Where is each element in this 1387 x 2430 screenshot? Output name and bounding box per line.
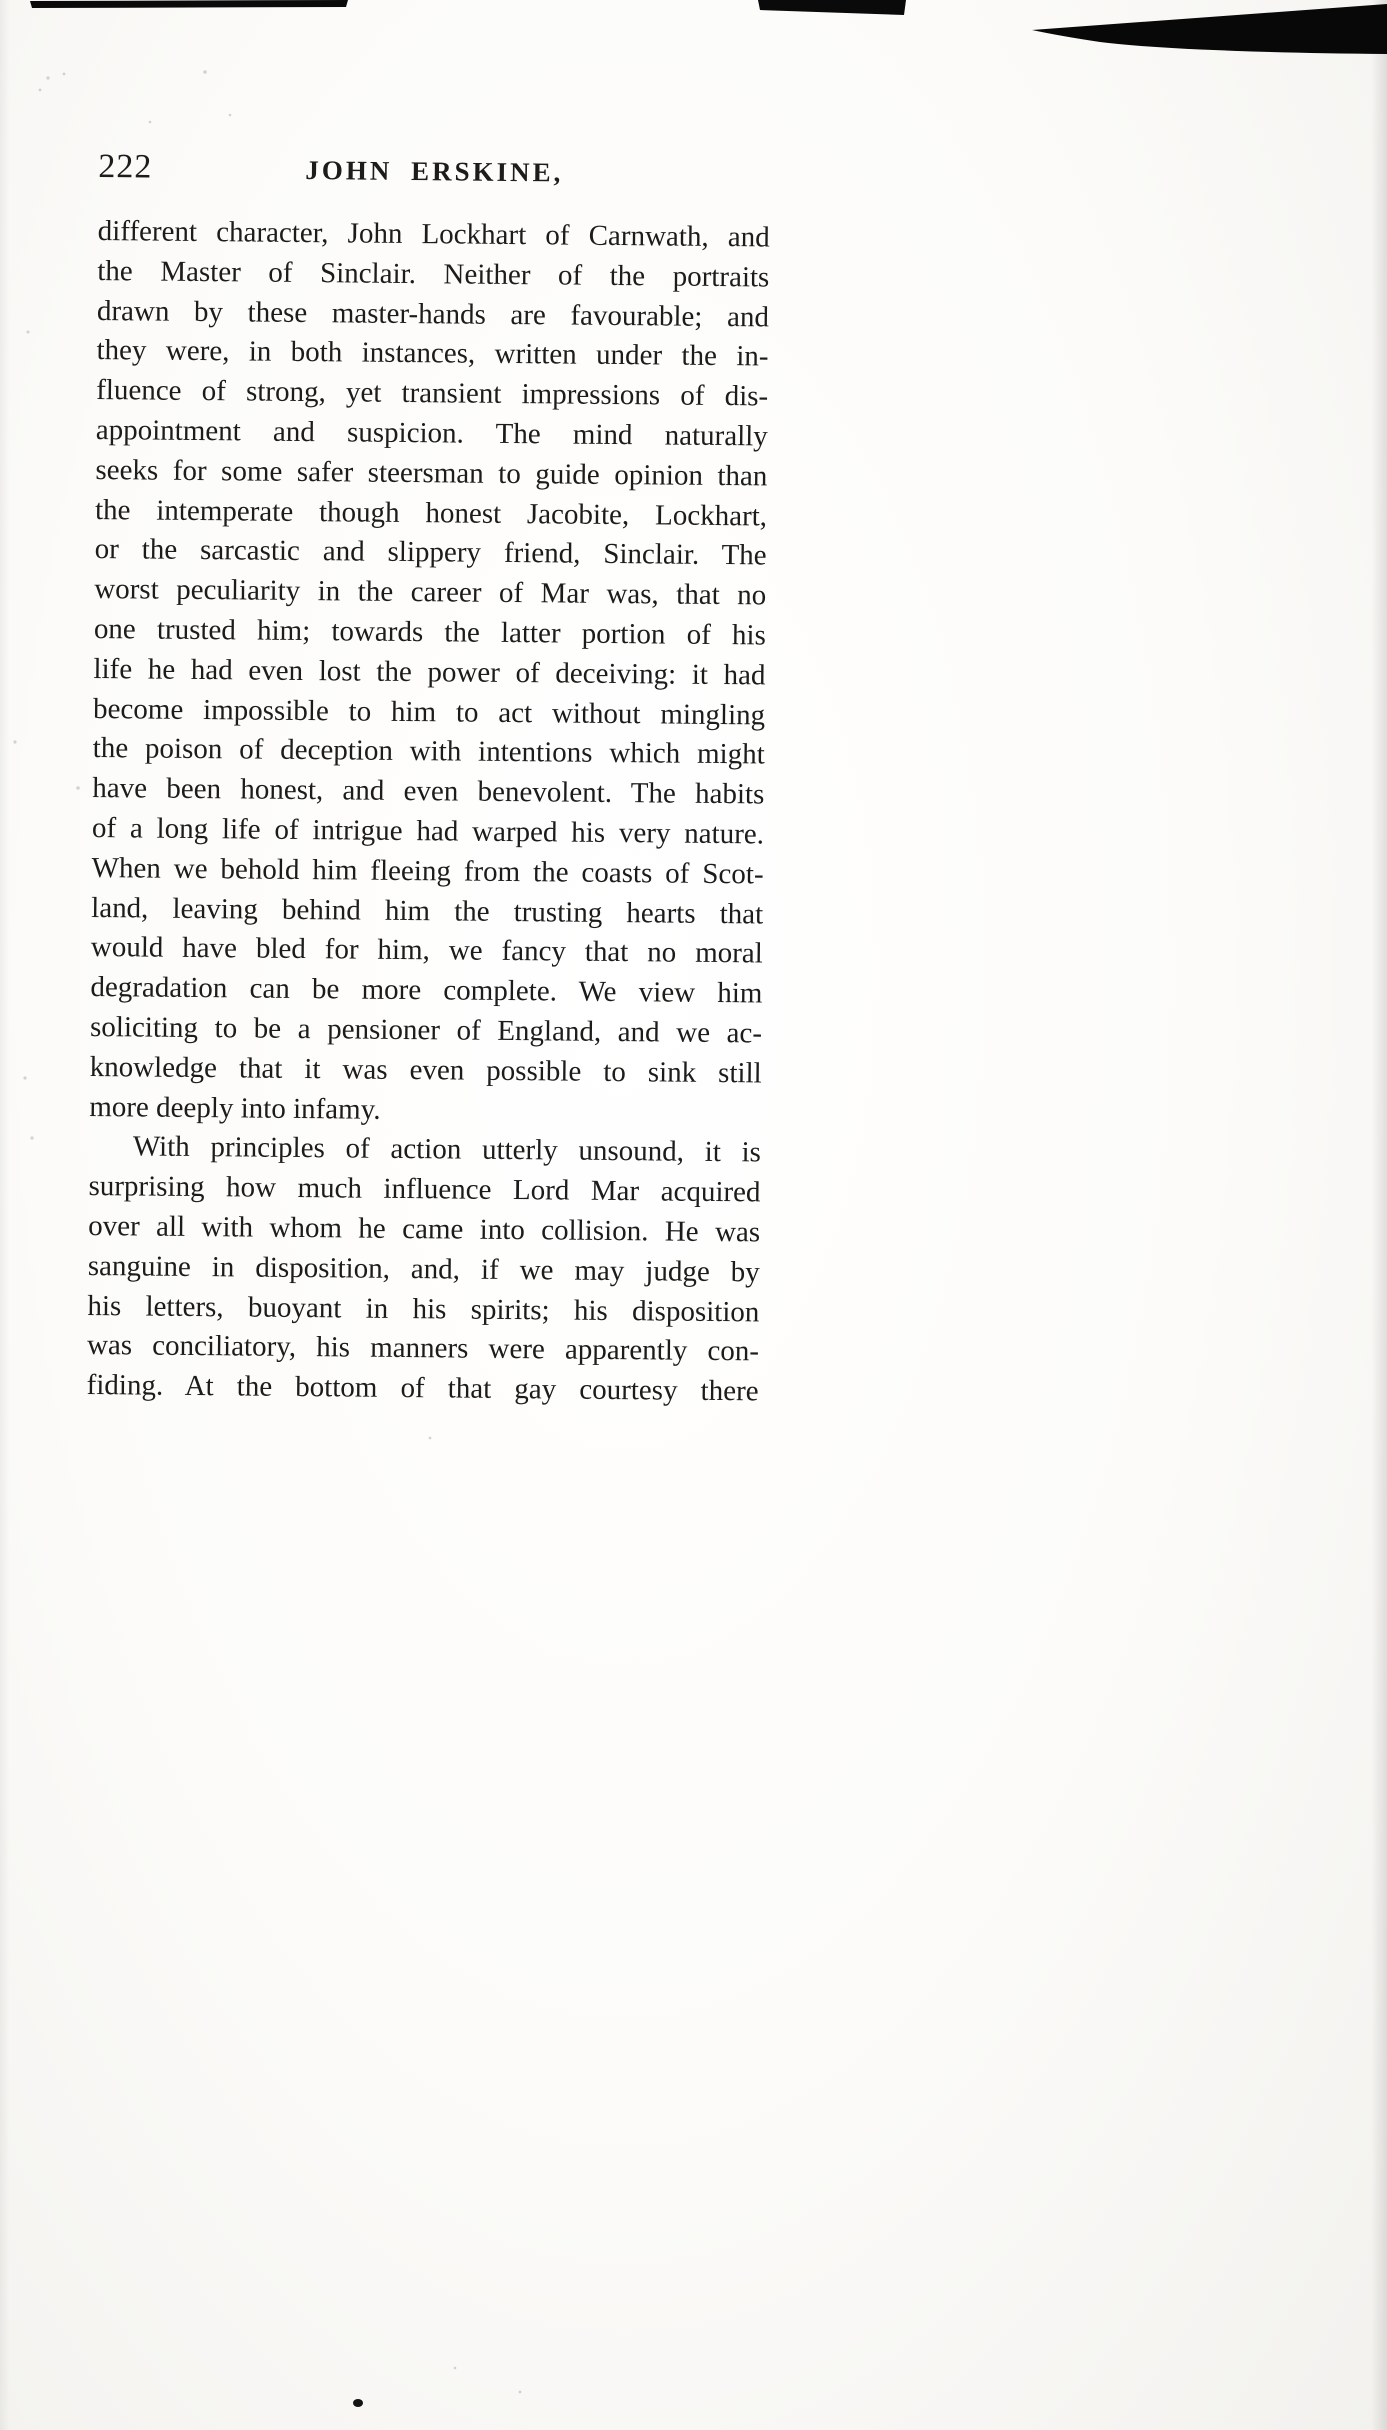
page-number: 222 — [98, 148, 153, 186]
text-line: have been honest, and even benevolent. The habits — [92, 772, 765, 811]
text-line: they were, in both instances, written under the in- — [96, 334, 769, 373]
text-line: degradation can be more complete. We view him — [90, 971, 763, 1010]
scan-artifact-bottom-mark — [353, 2399, 363, 2407]
text-line: seeks for some safer steersman to guide opinion than — [95, 453, 768, 493]
page-content — [0, 145, 1387, 1418]
text-line: different character, John Lockhart of Carnwath, and — [97, 215, 770, 254]
text-line: surprising how much influence Lord Mar acquired — [88, 1170, 761, 1209]
text-line: fiding. At the bottom of that gay courtesy there — [86, 1369, 759, 1408]
text-line: worst peculiarity in the career of Mar was, that no — [94, 573, 767, 612]
text-line: more deeply into infamy. — [89, 1090, 381, 1126]
text-line: over all with whom he came into collision. He was — [88, 1209, 761, 1249]
text-line: would have bled for him, we fancy that no moral — [90, 931, 763, 970]
text-line: his letters, buoyant in his spirits; his disposition — [87, 1289, 760, 1328]
scan-artifact-top-right-bar — [758, 0, 906, 15]
text-line: of a long life of intrigue had warped his very nature. — [91, 811, 765, 851]
scan-artifact-corner-wedge — [1032, 4, 1387, 54]
text-line: the intemperate though honest Jacobite, Lockhart, — [94, 493, 768, 533]
text-line: or the sarcastic and slippery friend, Sinclair. The — [94, 533, 767, 572]
text-line: With principles of action utterly unsound, it is — [132, 1130, 762, 1169]
text-line: fluence of strong, yet transient impressions of dis- — [96, 374, 769, 413]
scan-artifact-top-left-line — [30, 0, 348, 8]
text-line: soliciting to be a pensioner of England, and we ac- — [89, 1010, 763, 1050]
text-line: drawn by these master-hands are favourable; and — [96, 294, 770, 334]
text-line: sanguine in disposition, and, if we may judge by — [87, 1249, 760, 1289]
text-line: When we behold him fleeing from the coasts of Scot- — [91, 851, 764, 891]
text-line: land, leaving behind him the trusting hearts that — [91, 891, 764, 930]
body-text — [86, 212, 769, 1412]
running-header: JOHN ERSKINE, — [305, 154, 564, 188]
text-line: the poison of deception with intentions which might — [92, 732, 765, 771]
page-header-row — [98, 146, 770, 196]
text-line: knowledge that it was even possible to sink still — [89, 1050, 762, 1090]
text-line: was conciliatory, his manners were apparently con- — [86, 1329, 760, 1368]
text-line: the Master of Sinclair. Neither of the portraits — [97, 254, 770, 294]
text-line: become impossible to him to act without mingling — [92, 692, 766, 731]
text-line: one trusted him; towards the latter portion of his — [93, 612, 767, 652]
text-line: life he had even lost the power of deceiving: it had — [93, 652, 766, 692]
text-line: appointment and suspicion. The mind naturally — [95, 413, 768, 453]
